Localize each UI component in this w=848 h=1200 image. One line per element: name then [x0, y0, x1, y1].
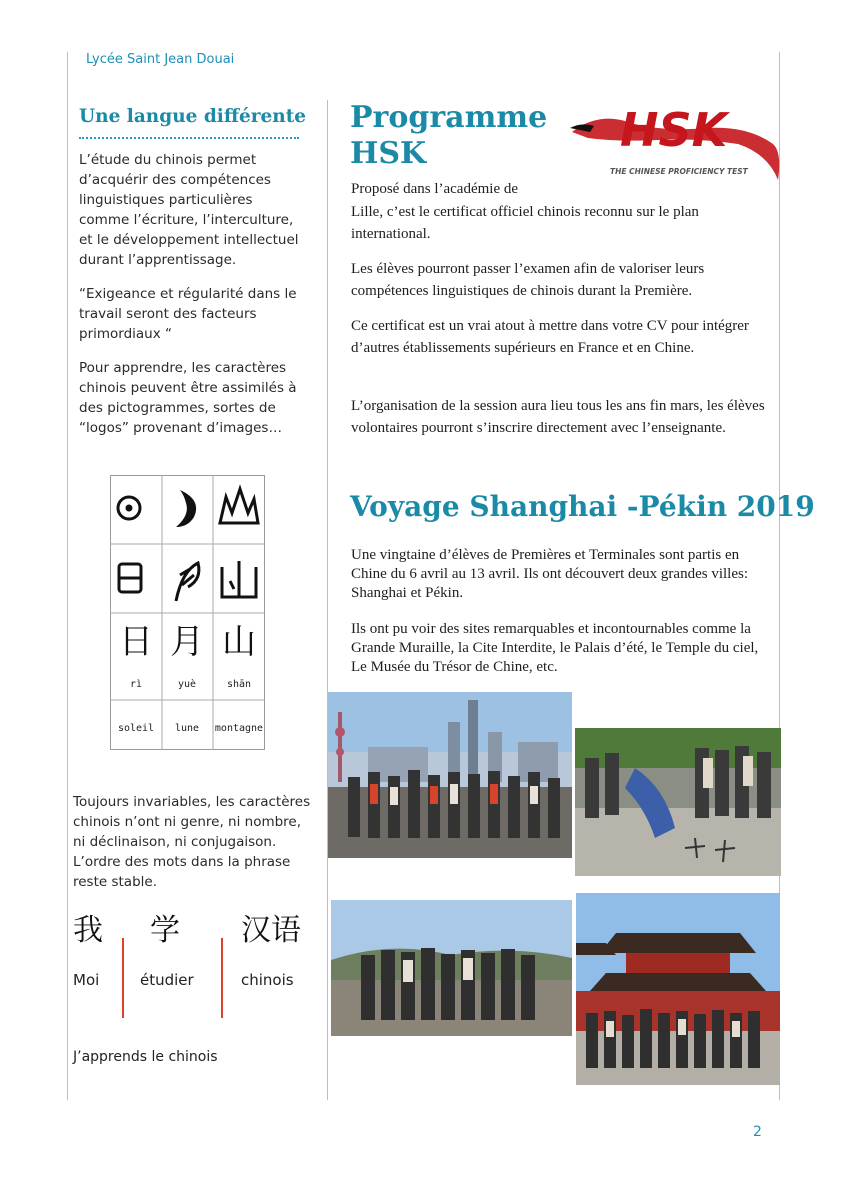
- photo-shanghai-bund: [328, 692, 572, 858]
- red-separator-2: [221, 938, 223, 1018]
- pinyin-moon: yuè: [177, 679, 197, 690]
- modern-char-moon: 月: [170, 622, 204, 662]
- hsk-title-line-2: HSK: [350, 136, 427, 171]
- dotted-divider: [79, 137, 299, 139]
- meaning-sun: soleil: [117, 723, 155, 734]
- hsk-title-line-1: Programme: [350, 100, 548, 135]
- voyage-paragraph-2: Ils ont pu voir des sites remarquables et incontournables comme la Grande Muraille, la Cite Interdite, le Palais d’été, le Temple du ciel, Le Musée du Trésor de Chine, etc.: [351, 621, 759, 675]
- meaning-moon: lune: [174, 723, 200, 734]
- hsk-paragraph-1: Lille, c’est le certificat officiel chinois reconnu sur le plan international.: [351, 204, 699, 242]
- sidebar-quote: “Exigeance et régularité dans le travail seront des facteurs primordiaux “: [79, 286, 297, 342]
- sidebar-paragraph-2: Pour apprendre, les caractères chinois peuvent être assimilés à des pictogrammes, sortes de “logos” provenant d’images…: [79, 360, 297, 436]
- hsk-logo: [568, 92, 780, 184]
- pinyin-mountain: shān: [226, 679, 252, 690]
- meaning-mountain: montagne: [214, 723, 264, 734]
- photo-great-wall: [331, 900, 572, 1036]
- column-divider: [327, 100, 328, 1100]
- school-name: Lycée Saint Jean Douai: [86, 52, 235, 67]
- hsk-paragraph-3: Ce certificat est un vrai atout à mettre dans votre CV pour intégrer d’autres établissements supérieurs en France et en Chine.: [351, 318, 749, 356]
- photo-forbidden-city: [576, 893, 780, 1085]
- page-number: 2: [753, 1124, 762, 1140]
- svg-text:THE CHINESE PROFICIENCY TEST: THE CHINESE PROFICIENCY TEST: [610, 167, 748, 176]
- left-margin-rule: [67, 52, 68, 1100]
- modern-char-mountain: 山: [222, 622, 256, 662]
- example-word-chinois: chinois: [241, 971, 294, 989]
- example-translation: J’apprends le chinois: [73, 1049, 218, 1065]
- sidebar-title: Une langue différente: [79, 106, 307, 127]
- pinyin-sun: rì: [129, 679, 143, 690]
- hsk-paragraph-1-line-1: Proposé dans l’académie de: [351, 181, 519, 197]
- example-char-hanyu: 汉语: [241, 913, 301, 948]
- photo-calligraphy: [575, 728, 781, 876]
- example-char-xue: 学: [150, 913, 180, 948]
- modern-char-sun: 日: [119, 622, 153, 662]
- pictogram-table: [110, 475, 265, 750]
- example-char-wo: 我: [73, 913, 103, 948]
- hsk-logo-graphic: [568, 92, 780, 184]
- voyage-title: Voyage Shanghai -Pékin 2019: [350, 490, 815, 523]
- red-separator-1: [122, 938, 124, 1018]
- hsk-paragraph-4: L’organisation de la session aura lieu tous les ans fin mars, les élèves volontaires pourront s’inscrire directement avec l’enseignante.: [351, 398, 765, 436]
- example-word-moi: Moi: [73, 971, 100, 989]
- svg-text:HSK: HSK: [620, 103, 728, 157]
- sidebar-paragraph-3: Toujours invariables, les caractères chinois n’ont ni genre, ni nombre, ni déclinaison, ni conjugaison. L’ordre des mots dans la phrase reste stable.: [73, 794, 311, 890]
- voyage-paragraph-1: Une vingtaine d’élèves de Premières et Terminales sont partis en Chine du 6 avril au 13 avril. Ils ont découvert deux grandes villes: Shanghai et Pékin.: [351, 547, 748, 601]
- sidebar-paragraph-1: L’étude du chinois permet d’acquérir des compétences linguistiques particulières comme l’écriture, l’interculture, et le développement intellectuel durant l’apprentissage.: [79, 152, 299, 268]
- hsk-paragraph-2: Les élèves pourront passer l’examen afin de valoriser leurs compétences linguistiques de chinois durant la Première.: [351, 261, 705, 299]
- example-word-etudier: étudier: [140, 971, 194, 989]
